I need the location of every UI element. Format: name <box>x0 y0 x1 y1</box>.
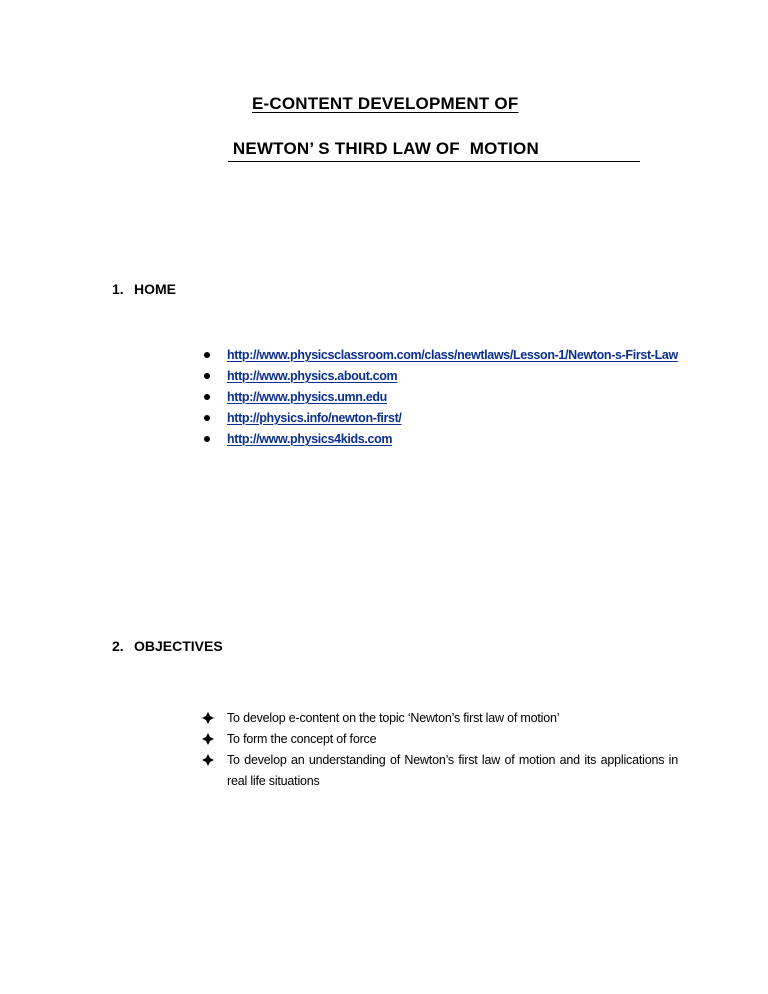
section-heading-home <box>112 281 176 297</box>
bullet-icon <box>204 352 210 358</box>
list-item <box>202 408 682 429</box>
diamond-bullet-icon <box>202 733 214 745</box>
objective-text: To develop an understanding of Newton’s first law of motion and its applications in real life situations <box>227 753 678 788</box>
reference-link[interactable]: http://www.physicsclassroom.com/class/newtlaws/Lesson-1/Newton-s-First-Law <box>227 348 678 362</box>
bullet-icon <box>204 373 210 379</box>
section-number: 2. <box>112 638 124 654</box>
reference-link[interactable]: http://physics.info/newton-first/ <box>227 411 402 425</box>
document-title-line1: E-CONTENT DEVELOPMENT OF <box>252 94 519 113</box>
list-item <box>202 708 678 729</box>
objectives-list <box>202 708 678 792</box>
section-title: OBJECTIVES <box>134 638 223 654</box>
reference-link-list <box>202 345 682 450</box>
list-item <box>202 750 678 792</box>
list-item <box>202 729 678 750</box>
bullet-icon <box>204 394 210 400</box>
list-item <box>202 345 682 366</box>
section-title: HOME <box>134 281 176 297</box>
objective-text: To develop e-content on the topic ‘Newton’s first law of motion’ <box>227 711 560 725</box>
list-item <box>202 429 682 450</box>
section-number: 1. <box>112 281 124 297</box>
diamond-bullet-icon <box>202 754 214 766</box>
list-item <box>202 366 682 387</box>
bullet-icon <box>204 436 210 442</box>
reference-link[interactable]: http://www.physics.umn.edu <box>227 390 387 404</box>
bullet-icon <box>204 415 210 421</box>
document-title-line2: NEWTON’ S THIRD LAW OF MOTION <box>228 138 640 162</box>
objective-text: To form the concept of force <box>227 732 377 746</box>
section-heading-objectives <box>112 638 223 654</box>
reference-link[interactable]: http://www.physics.about.com <box>227 369 398 383</box>
list-item <box>202 387 682 408</box>
diamond-bullet-icon <box>202 712 214 724</box>
reference-link[interactable]: http://www.physics4kids.com <box>227 432 393 446</box>
